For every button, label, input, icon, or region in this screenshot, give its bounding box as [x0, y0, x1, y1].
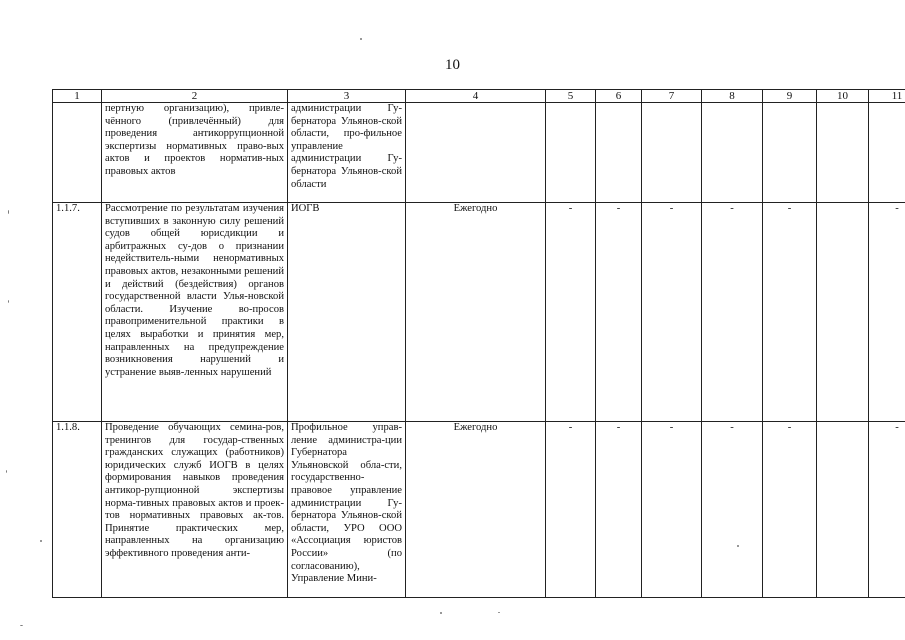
value-cell: -: [869, 203, 905, 422]
value-cell: -: [642, 422, 702, 598]
value-cell: [642, 103, 702, 203]
value-cell: -: [546, 203, 596, 422]
activity-cell: Рассмотрение по результатам изучения вступивших в законную силу решений судов общей юрисдикции и арбитражных су-дов о признании недействитель-ными ненормативных правовых актов, незаконными решений и действий (бездействия) органов государственной власти Улья-новской области. Изучение во-просов правоприменительной практики в целях выработки и принятия мер, направленных на предупреждение возникновения нарушений и устранение выяв-ленных нарушений: [102, 203, 288, 422]
table-header-row: [53, 90, 905, 103]
scan-speck: [360, 38, 362, 40]
scan-speck: [737, 545, 739, 547]
scan-speck: [20, 625, 23, 626]
table-row: [53, 422, 905, 598]
value-cell: [546, 103, 596, 203]
activity-cell: Проведение обучающих семина-ров, тренингов для государ-ственных гражданских служащих (работников) юридических служб ИОГВ в целях формирования навыков проведения антикор-рупционной экспертизы норма-тивных правовых актов и проек-тов нормативных правовых ак-тов. Принятие практических мер, направленных на организацию эффективного проведения анти-: [102, 422, 288, 598]
executor-cell: ИОГВ: [288, 203, 406, 422]
executor-cell: администрации Гу-бернатора Ульянов-ской области, про-фильное управление администрации Гу-бернатора Ульянов-ской области: [288, 103, 406, 203]
value-cell: -: [763, 422, 817, 598]
value-cell: -: [596, 203, 642, 422]
header-cell: 4: [406, 90, 546, 103]
header-cell: 5: [546, 90, 596, 103]
term-cell: [406, 103, 546, 203]
header-cell: 8: [702, 90, 763, 103]
header-cell: 3: [288, 90, 406, 103]
value-cell: [817, 422, 869, 598]
value-cell: [817, 103, 869, 203]
value-cell: -: [763, 203, 817, 422]
plan-table: [52, 89, 905, 598]
row-number: 1.1.7.: [53, 203, 102, 422]
scan-speck: [8, 210, 9, 214]
table-row: [53, 103, 905, 203]
header-cell: 6: [596, 90, 642, 103]
scan-speck: [440, 612, 442, 614]
table-row: [53, 203, 905, 422]
row-number: [53, 103, 102, 203]
value-cell: -: [869, 422, 905, 598]
header-cell: 11: [869, 90, 905, 103]
value-cell: -: [642, 203, 702, 422]
value-cell: [763, 103, 817, 203]
activity-cell: пертную организацию), привле-чённого (привлечённый) для проведения антикоррупционной экспертизы нормативных право-вых актов и проектов норматив-ных правовых актов: [102, 103, 288, 203]
term-cell: Ежегодно: [406, 203, 546, 422]
term-cell: Ежегодно: [406, 422, 546, 598]
row-number: 1.1.8.: [53, 422, 102, 598]
header-cell: 1: [53, 90, 102, 103]
scan-speck: [8, 300, 9, 303]
header-cell: 2: [102, 90, 288, 103]
value-cell: [817, 203, 869, 422]
value-cell: [869, 103, 905, 203]
executor-cell: Профильное управ-ление администра-ции Губернатора Ульяновской обла-сти, государственно-правовое управление администрации Гу-бернатора Ульянов-ской области, УРО ООО «Ассоциация юристов России» (по согласованию), Управление Мини-: [288, 422, 406, 598]
value-cell: -: [702, 422, 763, 598]
value-cell: -: [702, 203, 763, 422]
header-cell: 7: [642, 90, 702, 103]
scan-speck: [6, 470, 7, 473]
value-cell: [702, 103, 763, 203]
value-cell: -: [546, 422, 596, 598]
scan-speck: [40, 540, 42, 542]
value-cell: -: [596, 422, 642, 598]
header-cell: 9: [763, 90, 817, 103]
page-number: 10: [445, 57, 460, 73]
value-cell: [596, 103, 642, 203]
header-cell: 10: [817, 90, 869, 103]
scan-speck: [498, 612, 500, 613]
